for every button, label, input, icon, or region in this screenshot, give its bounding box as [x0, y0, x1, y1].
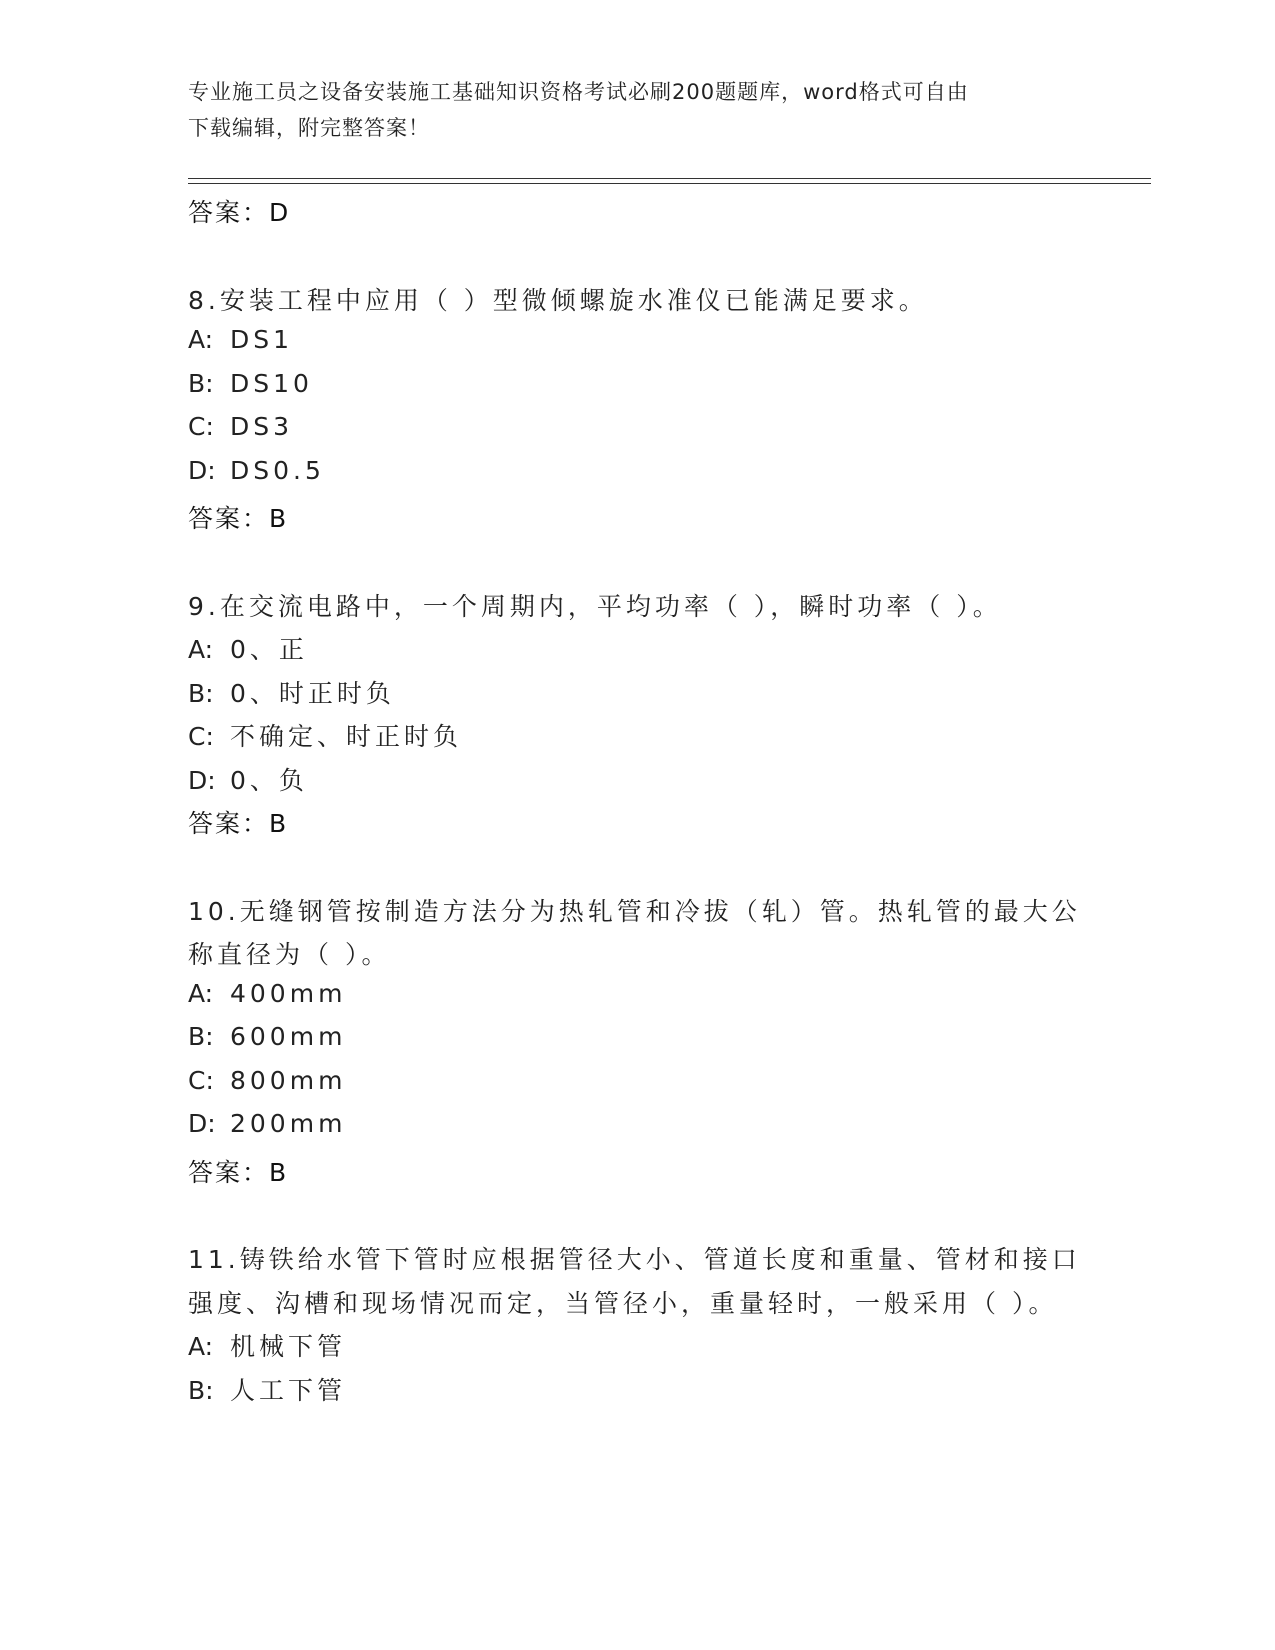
answer-value: D [269, 198, 291, 227]
question-8-answer [188, 499, 288, 535]
option-letter: A: [188, 635, 214, 664]
question-9-option-d [188, 761, 308, 797]
answer-label: 答案： [188, 504, 270, 533]
question-10-option-d [188, 1109, 346, 1138]
header-line-2: 下载编辑，附完整答案！ [188, 116, 430, 140]
option-letter: D: [188, 766, 216, 795]
question-10-option-a [188, 979, 346, 1008]
option-letter: C: [188, 412, 214, 441]
option-letter: D: [188, 456, 216, 485]
answer-label: 答案： [188, 1158, 270, 1187]
header-divider-bottom [188, 183, 1151, 184]
option-text: DS10 [230, 369, 313, 398]
option-text: DS1 [230, 325, 294, 354]
question-11-option-b [188, 1371, 346, 1407]
question-9-option-b [188, 674, 395, 710]
document-header [188, 74, 1088, 146]
option-text: 机械下管 [230, 1332, 347, 1361]
option-letter: D: [188, 1109, 216, 1138]
question-10-option-b [188, 1022, 346, 1051]
option-letter: A: [188, 325, 214, 354]
option-text: 0、负 [230, 766, 308, 795]
option-letter: B: [188, 1376, 214, 1405]
question-10-option-c [188, 1066, 346, 1095]
question-10-answer [188, 1153, 288, 1189]
previous-answer [188, 193, 290, 229]
option-text: 0、正 [230, 635, 308, 664]
question-8-option-b [188, 369, 313, 398]
option-letter: A: [188, 1332, 214, 1361]
answer-label: 答案： [188, 198, 270, 227]
option-letter: C: [188, 1066, 214, 1095]
header-divider-top [188, 178, 1151, 179]
question-10-stem-line-1: 10.无缝钢管按制造方法分为热轧管和冷拔（轧）管。热轧管的最大公 [188, 897, 1081, 926]
option-letter: B: [188, 1022, 214, 1051]
answer-value: B [269, 809, 289, 838]
answer-value: B [269, 504, 289, 533]
option-letter: A: [188, 979, 214, 1008]
question-8-option-d [188, 456, 325, 485]
option-text: 人工下管 [230, 1376, 347, 1405]
question-9-stem: 9.在交流电路中，一个周期内，平均功率（ ），瞬时功率（ ）。 [188, 592, 1002, 621]
header-line-1: 专业施工员之设备安装施工基础知识资格考试必刷200题题库，word格式可自由 [188, 80, 969, 104]
answer-value: B [269, 1158, 289, 1187]
option-letter: B: [188, 679, 214, 708]
option-letter: C: [188, 722, 214, 751]
question-11-option-a [188, 1327, 346, 1363]
option-text: 不确定、时正时负 [230, 722, 463, 751]
option-text: DS0.5 [230, 456, 325, 485]
option-text: 400mm [230, 979, 347, 1008]
question-9-answer [188, 804, 288, 840]
option-text: 200mm [230, 1109, 347, 1138]
question-11-stem-line-2: 强度、沟槽和现场情况而定，当管径小，重量轻时，一般采用（ ）。 [188, 1289, 1058, 1318]
option-text: DS3 [230, 412, 294, 441]
question-9-option-c [188, 717, 462, 753]
option-text: 800mm [230, 1066, 347, 1095]
option-text: 600mm [230, 1022, 347, 1051]
option-letter: B: [188, 369, 214, 398]
question-11-stem-line-1: 11.铸铁给水管下管时应根据管径大小、管道长度和重量、管材和接口 [188, 1245, 1081, 1274]
question-8-stem: 8.安装工程中应用（ ）型微倾螺旋水准仪已能满足要求。 [188, 286, 928, 315]
question-10-stem-line-2: 称直径为（ ）。 [188, 940, 391, 969]
question-9-option-a [188, 630, 308, 666]
question-8-option-c [188, 412, 293, 441]
option-text: 0、时正时负 [230, 679, 395, 708]
answer-label: 答案： [188, 809, 270, 838]
question-8-option-a [188, 325, 293, 354]
